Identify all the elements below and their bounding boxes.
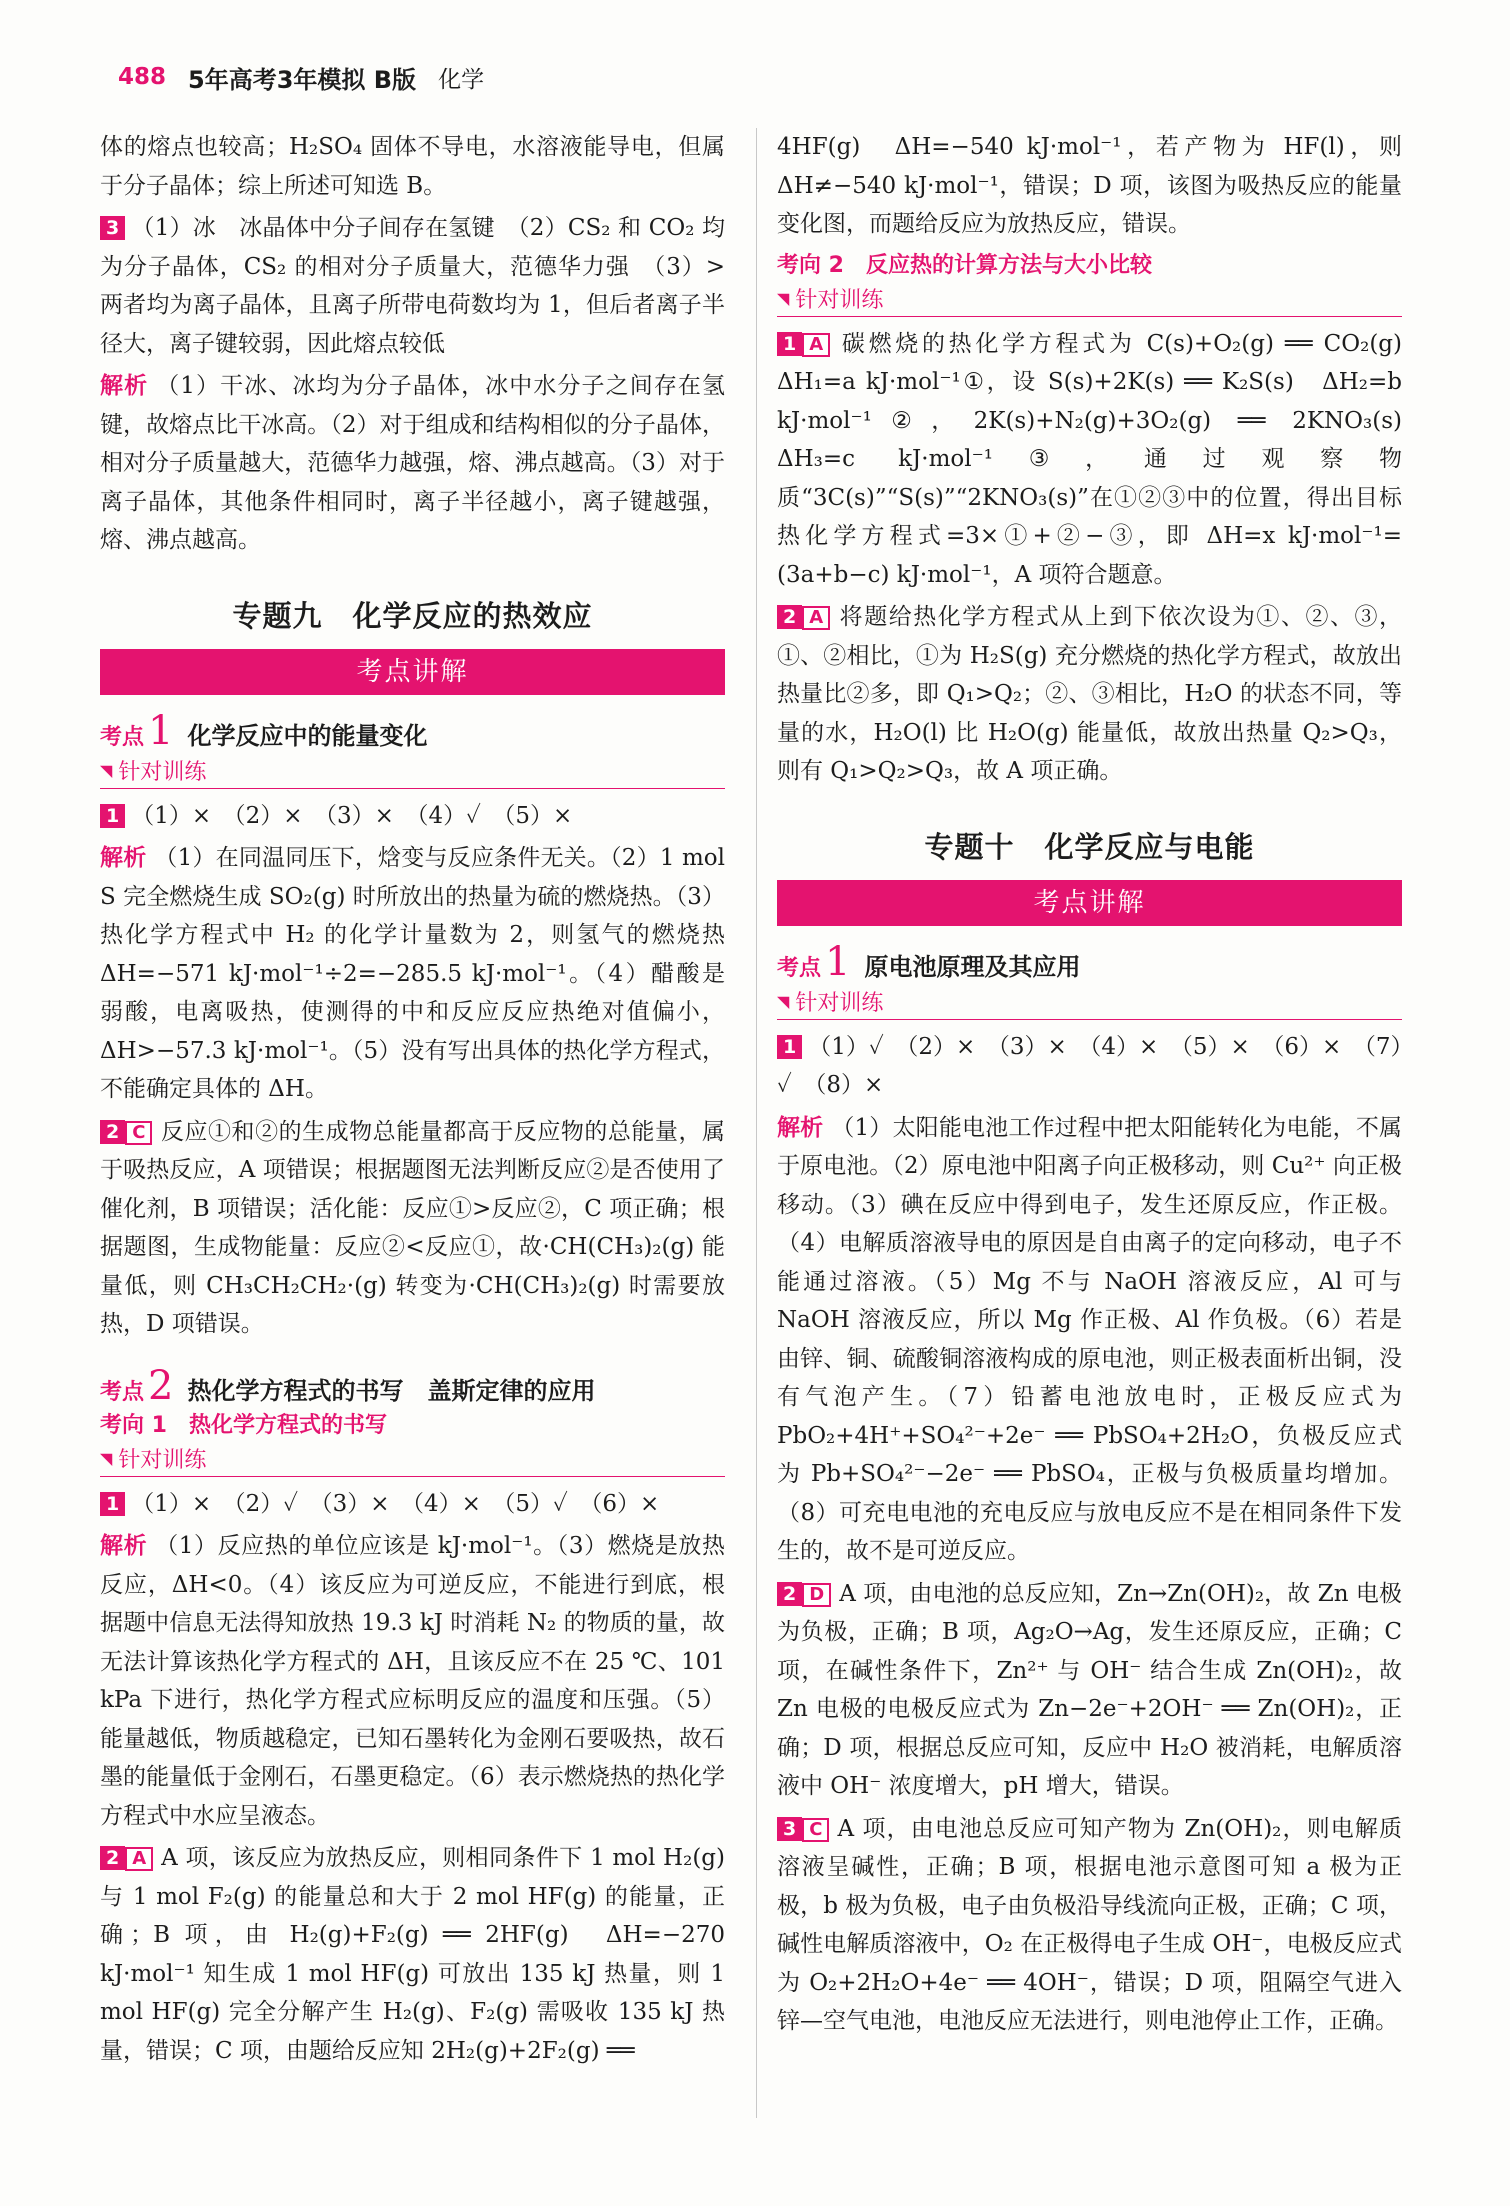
question-number: 2	[100, 1846, 125, 1870]
practice-heading	[777, 986, 1402, 1020]
practice-label: 针对训练	[795, 990, 884, 1016]
analysis-text: （1）反应热的单位应该是 kJ·mol⁻¹。（3）燃烧是放热反应，ΔH<0。（4）该反应为可逆反应，不能进行到底，根据题中信息无法得知放热 19.3 kJ 时消耗 N₂ 的物质的量，故无法计算该热化学方程式的 ΔH，且该反应不在 25 ℃、101 kPa 下进行，热化学方程式应标明反应的温度和压强。（5）能量越低，物质越稳定，已知石墨转化为金刚石要吸热，故石墨的能量低于金刚石，石墨更稳定。（6）表示燃烧热的热化学方程式中水应呈液态。	[100, 1533, 726, 1829]
page-number: 488	[118, 64, 167, 90]
question-number: 3	[100, 216, 125, 240]
analysis-k1q1	[100, 839, 725, 1109]
practice-label: 针对训练	[118, 759, 207, 785]
question-text: （1）冰 冰晶体中分子间存在氢键 （2）CS₂ 和 CO₂ 均为分子晶体，CS₂ 的相对分子质量大，范德华力强 （3）> 两者均为离子晶体，且离子所带电荷数均为 1，但后者离子半径大，离子键较弱，因此熔点较低	[100, 215, 748, 357]
answer-badge: C	[125, 1121, 152, 1145]
kaodian-number: 2	[148, 1362, 174, 1409]
answer-badge: D	[802, 1583, 831, 1607]
column-divider	[756, 128, 757, 2118]
question-2	[777, 1575, 1402, 1806]
question-1	[777, 1028, 1402, 1105]
question-text: （1）× （2）✓ （3）× （4）× （5）✓ （6）×	[131, 1490, 660, 1517]
question-3	[777, 1810, 1402, 2041]
question-text: 碳燃烧的热化学方程式为 C(s)+O₂(g) ══ CO₂(g) ΔH₁=a kJ·mol⁻¹①，设 S(s)+2K(s) ══ K₂S(s) ΔH₂=b kJ·mol⁻¹②，2K(s)+N₂(g)+3O₂(g) ══ 2KNO₃(s) ΔH₃=c kJ·mol⁻¹③，通过观察物质“3C(s)”“S(s)”“2KNO₃(s)”在①②③中的位置，得出目标热化学方程式=3×①+②−③，即 ΔH=x kJ·mol⁻¹=(3a+b−c) kJ·mol⁻¹，A 项符合题意。	[777, 330, 1425, 588]
question-number: 1	[777, 332, 802, 356]
kaodian-title: 化学反应中的能量变化	[187, 721, 428, 750]
question-number: 3	[777, 1817, 802, 1841]
answer-badge: A	[802, 606, 830, 630]
kaodian-number: 1	[825, 938, 851, 985]
practice-heading	[100, 1443, 725, 1477]
question-number: 1	[100, 1492, 125, 1516]
practice-label: 针对训练	[795, 287, 884, 313]
practice-heading	[777, 283, 1402, 317]
analysis-q3	[100, 367, 725, 560]
question-number: 1	[777, 1035, 802, 1059]
section-band: 考点讲解	[100, 649, 725, 695]
practice-heading	[100, 755, 725, 789]
analysis-label: 解析	[100, 1532, 148, 1559]
page-header	[118, 55, 484, 99]
continued-paragraph: 4HF(g) ΔH=−540 kJ·mol⁻¹，若产物为 HF(l)，则 ΔH≠−540 kJ·mol⁻¹，错误；D 项，该图为吸热反应的能量变化图，而题给反应为放热反应，错误。	[777, 134, 1402, 237]
analysis-label: 解析	[100, 372, 149, 399]
question-2	[100, 1113, 725, 1344]
right-column	[777, 128, 1425, 2045]
kaoxiang-heading-1: 考向 1 热化学方程式的书写	[100, 1412, 387, 1438]
answer-badge: A	[125, 1847, 153, 1871]
triangle-icon: ◥	[777, 991, 790, 1011]
triangle-icon: ◥	[100, 760, 113, 780]
question-2	[777, 598, 1402, 791]
triangle-icon: ◥	[777, 288, 790, 308]
analysis-text: （1）在同温同压下，焓变与反应条件无关。（2）1 mol S 完全燃烧生成 SO₂(g) 时所放出的热量为硫的燃烧热。（3）热化学方程式中 H₂ 的化学计量数为 2，则氢气的燃烧热 ΔH=−571 kJ·mol⁻¹÷2=−285.5 kJ·mol⁻¹。（4）醋酸是弱酸，电离吸热，使测得的中和反应反应热绝对值偏小，ΔH>−57.3 kJ·mol⁻¹。（5）没有写出具体的热化学方程式，不能确定具体的 ΔH。	[100, 845, 725, 1102]
practice-label: 针对训练	[118, 1447, 207, 1473]
question-number: 2	[777, 1582, 802, 1606]
kaodian-label: 考点	[777, 955, 822, 981]
analysis-label: 解析	[100, 844, 147, 871]
question-1	[100, 1485, 725, 1524]
answer-badge: A	[802, 333, 830, 357]
question-text: A 项，该反应为放热反应，则相同条件下 1 mol H₂(g) 与 1 mol F₂(g) 的能量总和大于 2 mol HF(g) 的能量，正确；B 项，由 H₂(g)+F₂(g) ══ 2HF(g) ΔH=−270 kJ·mol⁻¹ 知生成 1 mol HF(g) 可放出 135 kJ 热量，则 1 mol HF(g) 完全分解产生 H₂(g)、F₂(g) 需吸收 135 kJ 热量，错误；C 项，由题给反应知 2H₂(g)+2F₂(g) ══	[100, 1845, 725, 2064]
analysis-k2q1	[100, 1527, 725, 1835]
subject-label: 化学	[438, 66, 485, 93]
question-1	[777, 325, 1425, 595]
question-text: （1）× （2）× （3）× （4）✓ （5）×	[131, 802, 573, 829]
question-number: 2	[100, 1120, 125, 1144]
kaoxiang-heading-2: 考向 2 反应热的计算方法与大小比较	[777, 252, 1152, 278]
topic-heading-10: 专题十 化学反应与电能	[924, 829, 1255, 864]
question-number: 1	[100, 804, 125, 828]
left-column	[100, 128, 748, 2074]
kaodian-heading-2	[100, 1362, 725, 1409]
answer-badge: C	[802, 1818, 829, 1842]
intro-paragraph: 体的熔点也较高；H₂SO₄ 固体不导电，水溶液能导电，但属于分子晶体；综上所述可知选 B。	[100, 134, 725, 199]
question-text: 反应①和②的生成物总能量都高于反应物的总能量，属于吸热反应，A 项错误；根据题图无法判断反应②是否使用了催化剂，B 项错误；活化能：反应①>反应②，C 项正确；根据题图，生成物能量：反应②<反应①，故·CH(CH₃)₂(g) 能量低，则 CH₃CH₂CH₂·(g) 转变为·CH(CH₃)₂(g) 时需要放热，D 项错误。	[100, 1118, 725, 1337]
analysis-label: 解析	[777, 1113, 824, 1141]
kaodian-label: 考点	[100, 1379, 145, 1405]
question-number: 2	[777, 605, 802, 629]
triangle-icon: ◥	[100, 1448, 113, 1468]
kaodian-title: 热化学方程式的书写 盖斯定律的应用	[187, 1376, 596, 1405]
question-3	[100, 209, 748, 363]
question-1	[100, 797, 725, 836]
section-band: 考点讲解	[777, 880, 1402, 926]
kaodian-heading-3	[777, 938, 1402, 985]
question-text: A 项，由电池的总反应知，Zn→Zn(OH)₂，故 Zn 电极为负极，正确；B 项，Ag₂O→Ag，发生还原反应，正确；C 项，在碱性条件下，Zn²⁺ 与 OH⁻ 结合生成 Zn(OH)₂，故 Zn 电极的电极反应式为 Zn−2e⁻+2OH⁻ ══ Zn(OH)₂，正确；D 项，根据总反应可知，反应中 H₂O 被消耗，电解质溶液中 OH⁻ 浓度增大，pH 增大，错误。	[777, 1580, 1402, 1799]
analysis-text: （1）干冰、冰均为分子晶体，冰中水分子之间存在氢键，故熔点比干冰高。（2）对于组成和结构相似的分子晶体，相对分子质量越大，范德华力越强，熔、沸点越高。（3）对于离子晶体，其他条件相同时，离子半径越小，离子键越强，熔、沸点越高。	[100, 373, 726, 553]
book-title: 5年高考3年模拟 B版	[188, 65, 417, 94]
question-text: （1）✓ （2）× （3）× （4）× （5）× （6）× （7）✓ （8）×	[777, 1033, 1402, 1098]
question-text: 将题给热化学方程式从上到下依次设为①、②、③，①、②相比，①为 H₂S(g) 充分燃烧的热化学方程式，故放出热量比②多，即 Q₁>Q₂；②、③相比，H₂O 的状态不同，等量的水，H₂O(l) 比 H₂O(g) 能量低，故放出热量 Q₂>Q₃，则有 Q₁>Q₂>Q₃，故 A 项正确。	[777, 604, 1402, 784]
kaodian-label: 考点	[100, 724, 145, 750]
question-text: A 项，由电池总反应可知产物为 Zn(OH)₂，则电解质溶液呈碱性，正确；B 项，根据电池示意图可知 a 极为正极，b 极为负极，电子由负极沿导线流向正极，正确；C 项，碱性电解质溶液中，O₂ 在正极得电子生成 OH⁻，电极反应式为 O₂+2H₂O+4e⁻ ══ 4OH⁻，错误；D 项，阻隔空气进入锌—空气电池，电池反应无法进行，则电池停止工作，正确。	[777, 1815, 1402, 2034]
topic-heading-9: 专题九 化学反应的热效应	[232, 598, 593, 633]
analysis-e1	[777, 1109, 1402, 1571]
analysis-text: （1）太阳能电池工作过程中把太阳能转化为电能，不属于原电池。（2）原电池中阳离子向正极移动，则 Cu²⁺ 向正极移动。（3）碘在反应中得到电子，发生还原反应，作正极。（4）电解质溶液导电的原因是自由离子的定向移动，电子不能通过溶液。（5）Mg 不与 NaOH 溶液反应，Al 可与 NaOH 溶液反应，所以 Mg 作正极、Al 作负极。（6）若是由锌、铜、硫酸铜溶液构成的原电池，则正极表面析出铜，没有气泡产生。（7）铅蓄电池放电时，正极反应式为 PbO₂+4H⁺+SO₄²⁻+2e⁻ ══ PbSO₄+2H₂O，负极反应式为 Pb+SO₄²⁻−2e⁻ ══ PbSO₄，正极与负极质量均增加。（8）可充电电池的充电反应与放电反应不是在相同条件下发生的，故不是可逆反应。	[777, 1114, 1403, 1564]
kaodian-title: 原电池原理及其应用	[864, 952, 1081, 981]
kaodian-number: 1	[148, 707, 174, 754]
kaodian-heading-1	[100, 707, 725, 754]
question-2	[100, 1839, 725, 2070]
